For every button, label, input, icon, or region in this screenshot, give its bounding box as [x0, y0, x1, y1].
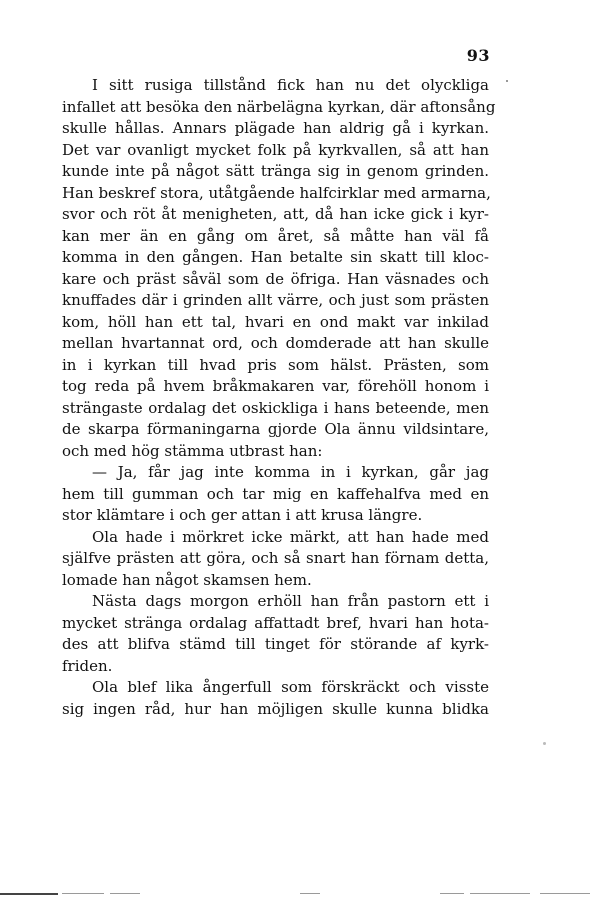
- text-line: in i kyrkan till hvad pris som hälst. Prästen, som: [62, 355, 489, 374]
- text-line: svor och röt åt menigheten, att, då han icke gick i kyr-: [62, 205, 489, 223]
- text-line: I sitt rusiga tillstånd fick han nu det olyckliga: [92, 76, 489, 94]
- text-line: Nästa dags morgon erhöll han från pastorn ett i: [92, 592, 489, 610]
- page-number: 93: [466, 46, 490, 65]
- text-line: Han beskref stora, utåtgående halfcirklar med armarna,: [62, 183, 491, 202]
- text-line: tog reda på hvem bråkmakaren var, förehöll honom i: [62, 377, 489, 395]
- body-text: [62, 75, 496, 720]
- print-speck: [543, 742, 546, 745]
- text-line: komma in den gången. Han betalte sin skatt till kloc-: [62, 248, 489, 266]
- text-line: hem till gumman och tar mig en kaffehalfva med en: [62, 484, 489, 503]
- text-line: och med hög stämma utbrast han:: [62, 441, 323, 460]
- text-line: Det var ovanligt mycket folk på kyrkvallen, så att han: [62, 140, 489, 159]
- text-line: des att blifva stämd till tinget för störande af kyrk-: [62, 635, 489, 653]
- text-line: mycket stränga ordalag affattadt bref, hvari han hota-: [62, 613, 489, 632]
- text-line: Ola blef lika ångerfull som förskräckt och visste: [92, 678, 489, 696]
- text-line: kan mer än en gång om året, så måtte han väl få: [62, 226, 489, 245]
- text-line: skulle hållas. Annars plägade han aldrig gå i kyrkan.: [62, 119, 489, 137]
- text-line: — Ja, får jag inte komma in i kyrkan, går jag: [92, 463, 489, 481]
- page-edge-rule: [0, 891, 608, 897]
- text-line: stor klämtare i och ger attan i att krusa längre.: [62, 506, 423, 524]
- print-speck: [506, 80, 508, 82]
- text-line: mellan hvartannat ord, och domderade att han skulle: [62, 334, 489, 352]
- text-line: strängaste ordalag det oskickliga i hans beteende, men: [62, 398, 489, 417]
- text-line: friden.: [62, 656, 113, 675]
- text-line: lomade han något skamsen hem.: [62, 570, 312, 589]
- text-line: Ola hade i mörkret icke märkt, att han hade med: [92, 527, 489, 546]
- text-line: sig ingen råd, hur han möjligen skulle kunna blidka: [62, 699, 489, 718]
- text-line: de skarpa förmaningarna gjorde Ola ännu vildsintare,: [62, 420, 489, 438]
- text-line: kunde inte på något sätt tränga sig in genom grinden.: [62, 162, 489, 180]
- text-line: kom, höll han ett tal, hvari en ond makt var inkilad: [62, 312, 489, 331]
- text-line: själfve prästen att göra, och så snart han förnam detta,: [62, 549, 489, 567]
- text-line: infallet att besöka den närbelägna kyrkan, där aftonsång: [62, 97, 496, 116]
- text-line: kare och präst såväl som de öfriga. Han väsnades och: [62, 269, 489, 288]
- text-line: knuffades där i grinden allt värre, och just som prästen: [62, 291, 489, 309]
